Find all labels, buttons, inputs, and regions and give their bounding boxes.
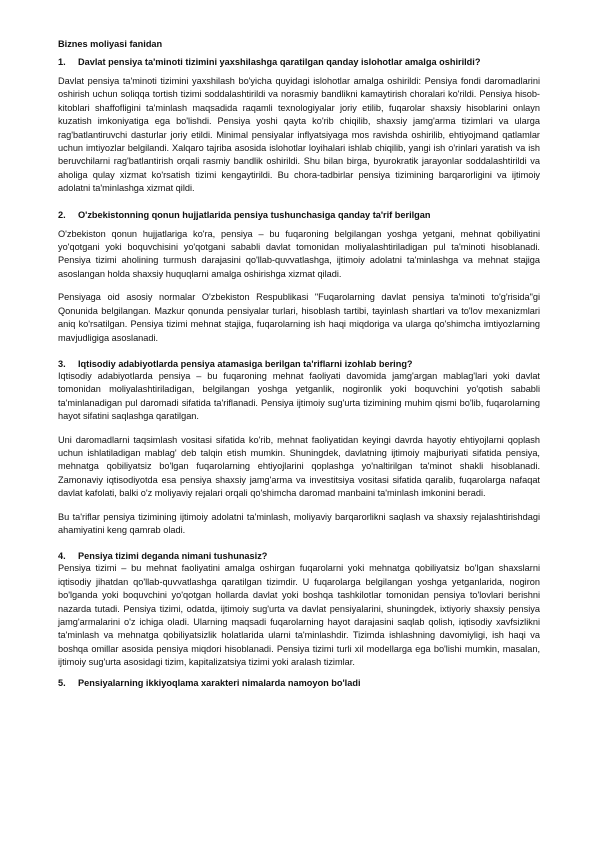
- question-3-number: 3.: [58, 358, 66, 369]
- question-1-text: Davlat pensiya ta'minoti tizimini yaxshilashga qaratilgan qanday islohotlar amalga oshirildi?: [78, 57, 481, 67]
- answer-3-paragraph-2: Uni daromadlarni taqsimlash vositasi sifatida ko'rib, mehnat faoliyatidan keyingi davrda hayotiy ehtiyojlarni qoplash uchun ishlatiladigan mablag' deb talqin etish mumkin. Shuningdek, davlatning ijtimoiy majburiyati sifatida pensiya, mehnatga qobiliyatsiz bo'lgan fuqarolarning ehtiyojlarini qoplashga yo'naltirilgan ta'minot shakli hisoblanadi. Zamonaviy iqtisodiyotda esa pensiya shaxsiy jamg'arma va investitsiya vositasi sifatida qaralib, fuqarolarga nafaqat davlat kafolati, balki o'z moliyaviy rejalari orqali qo'shimcha daromad manbaini ta'minlash imkonini beradi.: [58, 434, 540, 499]
- question-5: [58, 677, 540, 689]
- question-2: [58, 209, 540, 221]
- question-5-text: Pensiyalarning ikkiyoqlama xarakteri nimalarda namoyon bo'ladi: [78, 677, 361, 688]
- question-4-text: Pensiya tizimi deganda nimani tushunasiz?: [78, 551, 268, 562]
- question-3: [58, 358, 540, 370]
- question-1-number: 1.: [58, 57, 66, 67]
- answer-3-paragraph-3: Bu ta'riflar pensiya tizimining ijtimoiy adolatni ta'minlash, moliyaviy barqarorlikni saqlash va shaxsiy rejalashtirishdagi ahamiyatini keng qamrab oladi.: [58, 511, 540, 535]
- question-3-text: Iqtisodiy adabiyotlarda pensiya atamasiga berilgan ta'riflarni izohlab bering?: [78, 358, 413, 369]
- question-4-number: 4.: [58, 551, 66, 562]
- question-4: [58, 550, 540, 562]
- document-title: Biznes moliyasi fanidan: [58, 39, 163, 49]
- answer-2-paragraph-2: Pensiyaga oid asosiy normalar O'zbekiston Respublikasi "Fuqarolarning davlat pensiya ta'minoti to'g'risida"gi Qonunida belgilangan. Mazkur qonunda pensiyalar turlari, hisoblash tartibi, tayinlash shartlari va to'lov mexanizmlari aniq ko'rsatilgan. Pensiya tizimi mehnat stajiga, fuqarolarning ish haqi miqdoriga va ularga qo'shimcha imtiyozlarning mavjudligiga asoslanadi.: [58, 292, 540, 343]
- answer-4-paragraph-1: Pensiya tizimi – bu mehnat faoliyatini amalga oshirgan fuqarolarni yoki mehnatga qobiliyatsiz bo'lgan shaxslarni iqtisodiy jihatdan qo'llab-quvvatlashga qaratilgan tizimdir. U fuqarolarga belgilangan yoshga yetganlarida, nogiron bo'lganda yoki boquvchini yo'qotgan hollarda davlat yoki boshqa tashkilotlar tomonidan pensiya to'lovlari berishni nazarda tutadi. Pensiya tizimi, odatda, ijtimoiy sug'urta va davlat pensiyalarini, shuningdek, ixtiyoriy shaxsiy pensiya jamg'armalarini o'z ichiga oladi. Ularning maqsadi fuqarolarning hayot darajasini saqlab qolish, iqtisodiy xavfsizlikni ta'minlash va mehnatga qobiliyatsizlik holatlarida ularni ta'minlashdir. Tizimda ishlashning davomiyligi, ish haqi va boshqa omillar asosida pensiya miqdori hisoblanadi. Pensiya tizimi turli xil modellarga ega bo'lishi mumkin, masalan, ijtimoiy sug'urta asosidagi tizim, kapitalizatsiya tizimi yoki aralash tizimlar.: [58, 563, 540, 668]
- question-5-number: 5.: [58, 677, 66, 688]
- answer-3-paragraph-1: Iqtisodiy adabiyotlarda pensiya – bu fuqaroning mehnat faoliyati davomida jamg'argan mablag'lari yoki davlat tomonidan moliyalashtiriladigan, belgilangan yoshga yetganlik, nogironlik yoki boquvchini yo'qotish sababli ta'minlanadigan pul daromadi sifatida ta'riflanadi. Pensiya ijtimoiy sug'urta tizimining muhim qismi bo'lib, fuqarolarning hayot sifatini saqlashga qaratilgan.: [58, 370, 540, 422]
- question-2-text: O'zbekistonning qonun hujjatlarida pensiya tushunchasiga qanday ta'rif berilgan: [78, 209, 431, 220]
- question-2-number: 2.: [58, 209, 66, 220]
- document-page: [58, 38, 540, 689]
- answer-2-paragraph-1: O'zbekiston qonun hujjatlariga ko'ra, pensiya – bu fuqaroning belgilangan yoshga yetgani, mehnat qobiliyatini yo'qotgani yoki boquvchisini yo'qotgani sababli davlat tomonidan moliyalashtiriladigan pul ta'minoti hisoblanadi. Pensiya tizimi aholining turmush darajasini qo'llab-quvvatlashga, ijtimoiy adolatni ta'minlashga va mehnat stajiga asoslangan holda shaxsiy huquqlarni amalga oshirishga xizmat qiladi.: [58, 228, 540, 279]
- answer-1-paragraph-1: Davlat pensiya ta'minoti tizimini yaxshilash bo'yicha quyidagi islohotlar amalga oshirildi: Pensiya fondi daromadlarini oshirish uchun soliqqa tortish tizimi soddalashtirildi va norasmiy bandlikni kamaytirish choralari ko'rildi. Pensiya hisob-kitoblari shaffofligini ta'minlash maqsadida raqamli texnologiyalar joriy etilib, fuqarolar shaxsiy hisoblarini onlayn kuzatish imkoniyatiga ega bo'lishdi. Pensiya yoshi qayta ko'rib chiqilib, shaxsiy jamg'arma tizimlari va ularga rag'batlantiruvchi dasturlar joriy etildi. Minimal pensiyalar inflyatsiyaga mos ravishda oshirilib, ehtiyojmand qatlamlar uchun imtiyozlar belgilandi. Xalqaro tajriba asosida islohotlar loyihalari ishlab chiqilib, yangi ish o'rinlari yaratish va ish beruvchilarni rag'batlantirish orqali rasmiy bandlik oshirildi. Shu bilan birga, byurokratik jarayonlar soddalashtirildi va aholiga qulay xizmat ko'rsatish tizimi kengaytirildi. Bu chora-tadbirlar pensiya tizimining barqarorligini va ijtimoiy adolatni ta'minlashga xizmat qildi.: [58, 76, 540, 194]
- question-1: [58, 56, 540, 68]
